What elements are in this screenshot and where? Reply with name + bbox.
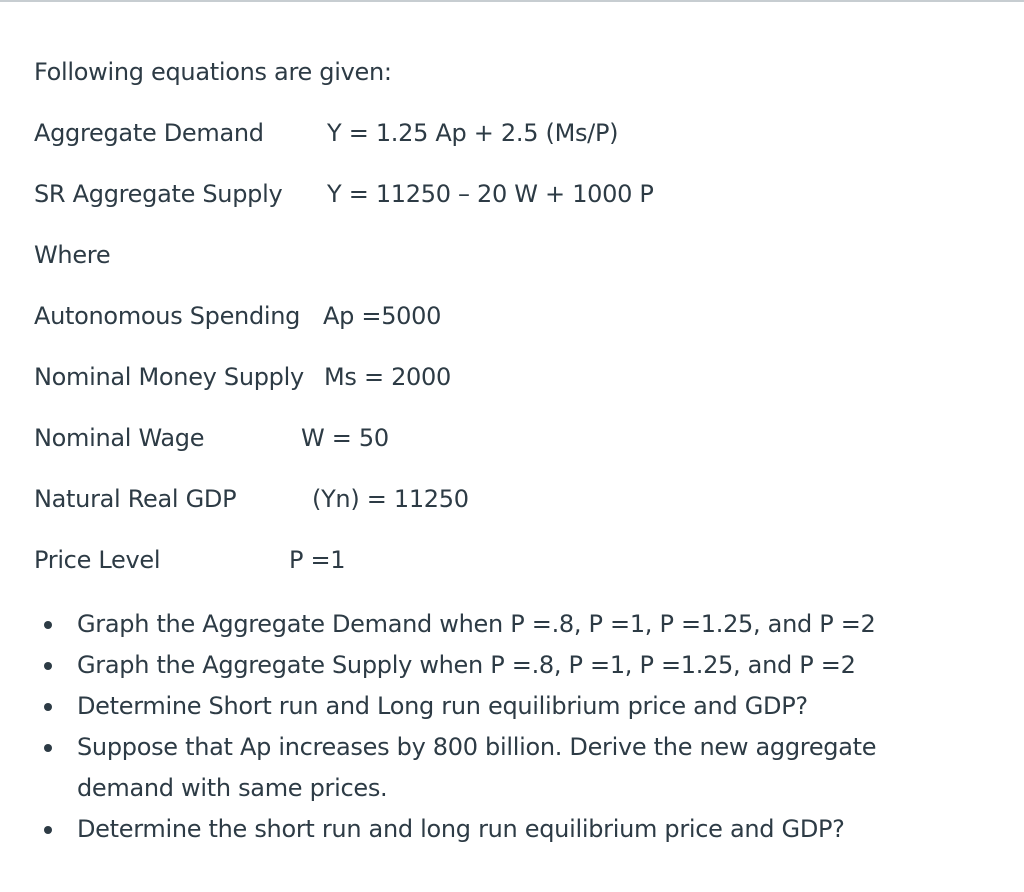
autonomous-spending-label: Autonomous Spending <box>34 302 301 330</box>
list-item <box>0 604 977 645</box>
list-item <box>0 727 977 809</box>
sr-aggregate-supply-label: SR Aggregate Supply <box>34 180 283 208</box>
question-list <box>0 604 1000 850</box>
question-text: Suppose that Ap increases by 800 billion. Derive the new aggregate demand with same prices. <box>77 733 877 802</box>
bullet-icon <box>44 744 52 752</box>
list-item <box>0 645 977 686</box>
nominal-wage-label: Nominal Wage <box>34 424 205 452</box>
bullet-icon <box>44 621 52 629</box>
sr-aggregate-supply-equation: Y = 11250 – 20 W + 1000 P <box>327 180 654 208</box>
price-level-label: Price Level <box>34 546 161 574</box>
autonomous-spending-value: Ap =5000 <box>323 302 442 330</box>
price-level-value: P =1 <box>289 546 346 574</box>
question-text: Determine Short run and Long run equilibrium price and GDP? <box>77 692 808 720</box>
list-item <box>0 809 977 850</box>
bullet-icon <box>44 826 52 834</box>
nominal-money-supply-label: Nominal Money Supply <box>34 363 304 391</box>
intro-text: Following equations are given: <box>34 58 392 86</box>
nominal-money-supply-value: Ms = 2000 <box>324 363 451 391</box>
bullet-icon <box>44 662 52 670</box>
question-text: Graph the Aggregate Supply when P =.8, P =1, P =1.25, and P =2 <box>77 651 856 679</box>
aggregate-demand-equation: Y = 1.25 Ap + 2.5 (Ms/P) <box>327 119 619 147</box>
natural-real-gdp-label: Natural Real GDP <box>34 485 237 513</box>
where-text: Where <box>34 241 111 269</box>
question-text: Determine the short run and long run equilibrium price and GDP? <box>77 815 845 843</box>
top-divider <box>0 0 1024 2</box>
nominal-wage-value: W = 50 <box>301 424 389 452</box>
bullet-icon <box>44 703 52 711</box>
natural-real-gdp-value: (Yn) = 11250 <box>312 485 469 513</box>
list-item <box>0 686 977 727</box>
question-text: Graph the Aggregate Demand when P =.8, P =1, P =1.25, and P =2 <box>77 610 876 638</box>
aggregate-demand-label: Aggregate Demand <box>34 119 264 147</box>
